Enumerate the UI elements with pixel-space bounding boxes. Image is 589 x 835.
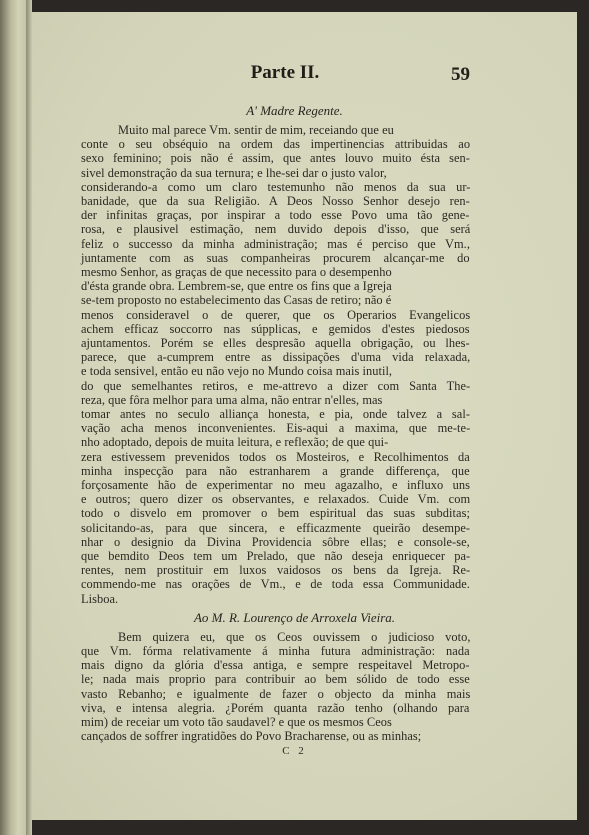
text-line: mais digno da glória d'essa antiga, e sempre respeitavel Metropo- [81, 658, 470, 673]
text-line: menos consideravel o de querer, que os Operarios Evangelicos [81, 307, 471, 322]
running-head [0, 62, 589, 92]
text-line: ajuntamentos. Porém se elles despresão aquella obrigação, ou lhes- [81, 336, 470, 350]
text-line: conte o seu obséquio na ordem das impertinencias attribuidas ao [81, 137, 471, 152]
book-edge [0, 0, 26, 835]
text-line: e toda sensivel, então eu não vejo no Mundo coisa mais inutil, [81, 364, 393, 379]
text-line: cançados de soffrer ingratidões do Povo Bracharense, ou as minhas; [81, 729, 422, 744]
text-line: commendo-me nas orações de Vm., e de toda essa Communidade. [81, 577, 470, 592]
text-line: considerando-a como um claro testemunho não menos da sua ur- [81, 179, 471, 194]
text-line: minha inspecção para não estranharem a grande differença, que [81, 463, 470, 478]
text-line: le; nada mais proprio para contribuir ao bem sólido de todo esse [81, 672, 470, 687]
text-line: d'ésta grande obra. Lembrem-se, que entre os fins que a Igreja [81, 279, 392, 294]
signature-mark: C 2 [282, 745, 307, 758]
text-line: que Vm. fórma relativamente á minha futura administração: nada [81, 644, 470, 658]
letter-heading-arroxela-vieira: Ao M. R. Lourenço de Arroxela Vieira. [193, 609, 396, 625]
text-line: Lisboa. [81, 591, 119, 606]
text-line: se-tem proposto no estabelecimento das Casas de retiro; não é [81, 293, 392, 308]
text-line: forçosamente hão de experimentar no meu agazalho, e influxo uns [81, 478, 471, 492]
text-line: parece, que a-cumprem entre as dissipações d'uma vida relaxada, [81, 350, 471, 365]
text-line: juntamente com as suas companheiras procurem alcançar-me do [81, 250, 470, 265]
text-line: que bemdito Deos tem um Prelado, que não deseja enriquecer pa- [81, 549, 471, 563]
text-line: sexo feminino; pois não é assim, que antes louvo muito ésta sen- [81, 151, 470, 166]
text-line: rosa, e plausivel estimação, nem duvido depois d'isso, que será [81, 222, 471, 237]
text-line: vação acha menos inconvenientes. Eis-aqui a maxima, que me-te- [81, 421, 471, 436]
text-line: achem efficaz soccorro nas súpplicas, e gemidos d'estes piedosos [81, 321, 470, 336]
text-line: mesmo Senhor, as graças de que necessito para o desempenho [81, 265, 392, 279]
letter-heading-madre-regente: A' Madre Regente. [246, 103, 343, 118]
text-line: mim) de receiar um voto tão saudavel? e que os mesmos Ceos [81, 715, 392, 729]
text-line: sivel demonstração da sua ternura; e lhe-sei dar o justo valor, [81, 165, 387, 180]
page-number: 59 [451, 64, 470, 85]
text-line: nho adoptado, depois de muita leitura, e reflexão; de que qui- [81, 435, 389, 450]
text-line: rentes, nem prostituir em luxos vaidosos os bens da Igreja. Re- [81, 563, 471, 578]
text-line: feliz o successo da minha administração; mas é perciso que Vm., [81, 236, 470, 251]
text-line: Muito mal parece Vm. sentir de mim, receiando que eu [118, 123, 394, 137]
text-line: banidade, que da sua Religião. A Deos Nosso Senhor desejo ren- [81, 194, 470, 208]
text-line: todo o disvelo em promover o bem espiritual das suas subditas; [81, 506, 470, 521]
text-line: do que semelhantes retiros, e me-attrevo a dizer com Santa The- [81, 378, 471, 393]
running-title: Parte II. [250, 62, 320, 83]
text-line: reza, que fôra melhor para uma alma, não entrar n'elles, mas [81, 392, 383, 407]
text-line: vasto Rebanho; e igualmente de fazer o objecto da minha mais [81, 686, 471, 701]
text-line: e outros; quero dizer os observantes, e relaxados. Cuide Vm. com [81, 492, 471, 507]
text-line: solicitando-as, para que sincera, e efficazmente queirão desempe- [81, 520, 471, 535]
text-line: nhar o designio da Divina Providencia sôbre ellas; e console-se, [81, 534, 470, 549]
text-line: Bem quizera eu, que os Ceos ouvissem o judicioso voto, [118, 629, 471, 644]
text-line: zera estivessem prevenidos todos os Mosteiros, e Recolhimentos da [81, 449, 470, 464]
text-line: der infinitas graças, por inspirar a todo esse Povo uma tão gene- [81, 208, 470, 223]
text-line: viva, e intensa alegria. ¿Porém quanta razão tenho (olhando para [81, 700, 470, 715]
text-line: tomar antes no seculo alliança honesta, e pia, onde talvez a sal- [81, 407, 471, 421]
